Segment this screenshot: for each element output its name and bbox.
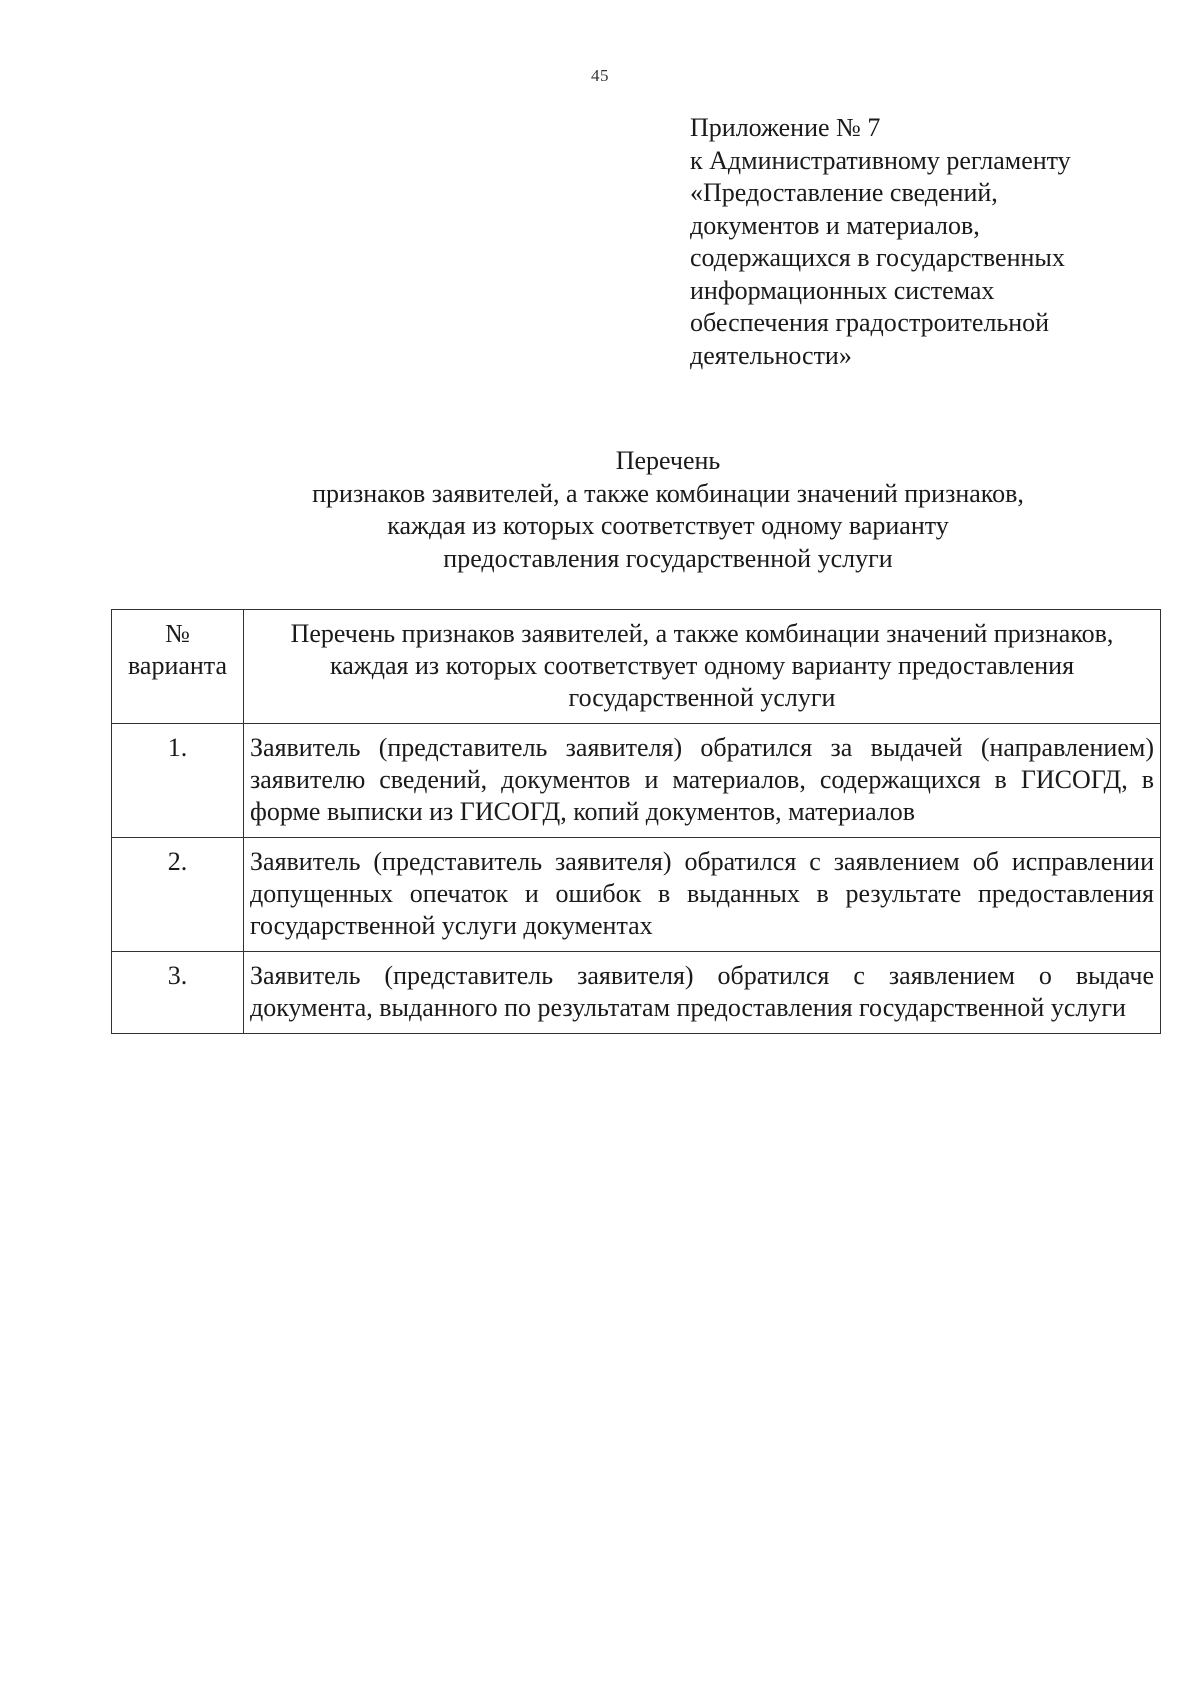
row-number-cell: 1. <box>112 724 244 838</box>
appendix-line: информационных системах <box>690 275 995 305</box>
appendix-line: деятельности» <box>690 340 852 370</box>
appendix-block <box>690 112 1170 372</box>
row-number-cell: 2. <box>112 838 244 952</box>
title-line: каждая из которых соответствует одному варианту <box>387 511 949 540</box>
document-title <box>0 445 1200 575</box>
row-description-cell: Заявитель (представитель заявителя) обратился за выдачей (направлением) заявителю сведений, документов и материалов, содержащихся в ГИСОГД, в форме выписки из ГИСОГД, копий документов, материалов <box>244 724 1161 838</box>
appendix-line: к Административному регламенту <box>690 145 1071 175</box>
title-line: Перечень <box>615 446 721 475</box>
appendix-line: обеспечения градостроительной <box>690 308 1050 337</box>
page-number: 45 <box>591 66 609 85</box>
title-line: признаков заявителей, а также комбинации значений признаков, <box>312 478 1024 508</box>
appendix-line: документов и материалов, <box>690 210 980 240</box>
appendix-line: Приложение № 7 <box>690 113 881 142</box>
row-description-cell: Заявитель (представитель заявителя) обратился с заявлением об исправлении допущенных опечаток и ошибок в выданных в результате предоставления государственной услуги документах <box>244 838 1161 952</box>
variants-table <box>111 609 1161 1034</box>
table-row <box>112 838 1161 952</box>
row-description-cell: Заявитель (представитель заявителя) обратился с заявлением о выдаче документа, выданного по результатам предоставления государственной услуги <box>244 952 1161 1034</box>
table-row <box>112 952 1161 1034</box>
appendix-line: «Предоставление сведений, <box>690 178 998 207</box>
header-number-cell: № варианта <box>112 610 244 724</box>
header-description-cell: Перечень признаков заявителей, а также комбинации значений признаков, каждая из которых соответствует одному варианту предоставления государственной услуги <box>244 610 1161 724</box>
table-row <box>112 724 1161 838</box>
table-header-row <box>112 610 1161 724</box>
title-line: предоставления государственной услуги <box>443 543 893 573</box>
appendix-line: содержащихся в государственных <box>690 243 1065 272</box>
row-number-cell: 3. <box>112 952 244 1034</box>
